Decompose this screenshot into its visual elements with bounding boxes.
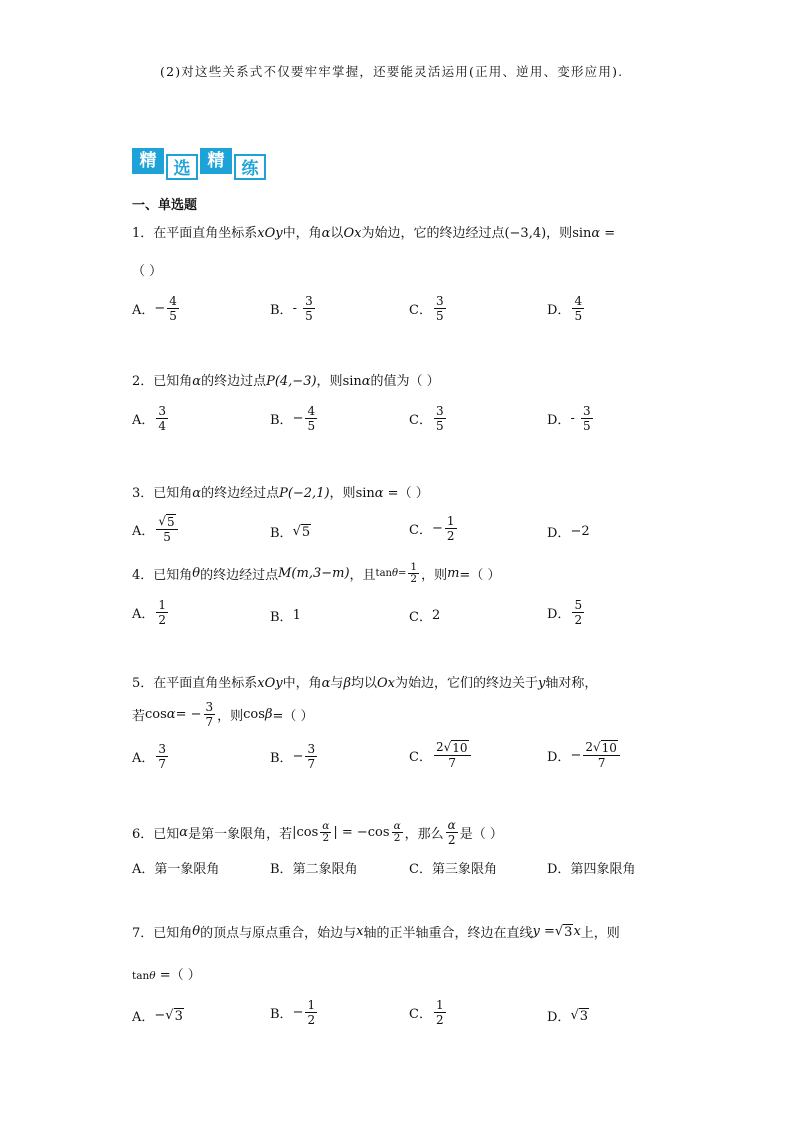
q7-option-b[interactable]: B． − $\frac{1}{2}$ bbox=[270, 998, 316, 1027]
question-1-paren: （ ） bbox=[132, 264, 163, 279]
banner-char-2: 选 bbox=[166, 154, 198, 180]
q1-option-c[interactable]: C． $\frac{3}{5}$ bbox=[409, 294, 444, 323]
q3-option-c[interactable]: C． − $\frac{1}{2}$ bbox=[409, 514, 455, 543]
q5-option-d[interactable]: D． − 2 √ 10 7 bbox=[547, 740, 622, 770]
q2-option-a[interactable]: A． $\frac{3}{4}$ bbox=[132, 404, 167, 433]
question-3-stem: 3．已知角α的终边经过点P(−2,1)，则sinα =（ ） bbox=[132, 486, 429, 501]
q6-option-d[interactable]: D． 第四象限角 bbox=[547, 862, 636, 877]
q4-option-d[interactable]: D． $\frac{5}{2}$ bbox=[547, 598, 583, 627]
q1-option-b[interactable]: B． - $\frac{3}{5}$ bbox=[270, 294, 313, 323]
q7-option-c[interactable]: C． $\frac{1}{2}$ bbox=[409, 998, 444, 1027]
q5-option-a[interactable]: A． $\frac{3}{7}$ bbox=[132, 742, 167, 771]
question-4-stem: 4．已知角 θ 的终边经过点 M(m,3−m) ，且 tan θ = $\frac{1}{2}$ ，则 m =（ ） bbox=[132, 561, 501, 585]
q2-option-b[interactable]: B． − $\frac{4}{5}$ bbox=[270, 404, 316, 433]
q4-option-b[interactable]: B． 1 bbox=[270, 608, 301, 625]
q5-option-b[interactable]: B． − $\frac{3}{7}$ bbox=[270, 742, 316, 771]
formula-note: (2)对这些关系式不仅要牢牢掌握，还要能灵活运用(正用、逆用、变形应用). bbox=[160, 64, 624, 79]
q3-option-a[interactable]: A． √ 5 5 bbox=[132, 514, 180, 544]
q3-option-d[interactable]: D． −2 bbox=[547, 524, 590, 541]
question-1-stem: 1．在平面直角坐标系xOy中，角α以Ox为始边，它的终边经过点(−3,4)，则sinα = bbox=[132, 226, 616, 241]
practice-banner bbox=[132, 146, 268, 182]
banner-char-4: 练 bbox=[234, 154, 266, 180]
q6-option-c[interactable]: C． 第三象限角 bbox=[409, 862, 497, 877]
banner-char-3: 精 bbox=[200, 148, 232, 174]
q3-option-b[interactable]: B． √ 5 bbox=[270, 523, 311, 541]
question-5-line2: 若 cos α = − $\frac{3}{7}$ ，则 cos β =（ ） bbox=[132, 700, 314, 729]
q1-option-d[interactable]: D． $\frac{4}{5}$ bbox=[547, 294, 583, 323]
q1-option-a[interactable]: A． − $\frac{4}{5}$ bbox=[132, 294, 177, 323]
q4-option-a[interactable]: A． $\frac{1}{2}$ bbox=[132, 598, 167, 627]
q6-option-b[interactable]: B． 第二象限角 bbox=[270, 862, 358, 877]
q5-option-c[interactable]: C． 2 √ 10 7 bbox=[409, 740, 473, 770]
question-7-stem: 7．已知角 θ 的顶点与原点重合，始边与 x 轴的正半轴重合，终边在直线 y = √ 3 x 上，则 bbox=[132, 923, 620, 941]
q7-option-a[interactable]: A． − √ 3 bbox=[132, 1007, 183, 1025]
q4-option-c[interactable]: C． 2 bbox=[409, 608, 441, 625]
question-6-stem: 6．已知 α 是第一象限角，若 | cos $\frac{\alpha}{2}$ | = − cos $\frac{\alpha}{2}$ ，那么 $\frac{\alpha}{2}$ 是（ ） bbox=[132, 818, 503, 847]
question-2-stem: 2．已知角α的终边过点P(4,−3)，则sinα的值为（ ） bbox=[132, 374, 440, 389]
q2-option-d[interactable]: D． - $\frac{3}{5}$ bbox=[547, 404, 591, 433]
banner-char-1: 精 bbox=[132, 148, 164, 174]
q7-option-d[interactable]: D． √ 3 bbox=[547, 1007, 589, 1025]
q6-option-a[interactable]: A． 第一象限角 bbox=[132, 862, 220, 877]
section-title: 一、单选题 bbox=[132, 198, 198, 213]
q2-option-c[interactable]: C． $\frac{3}{5}$ bbox=[409, 404, 444, 433]
question-5-stem: 5．在平面直角坐标系xOy中，角α与β均以Ox为始边，它们的终边关于y轴对称， bbox=[132, 676, 598, 691]
question-7-line2: tanθ =（ ） bbox=[132, 968, 201, 983]
